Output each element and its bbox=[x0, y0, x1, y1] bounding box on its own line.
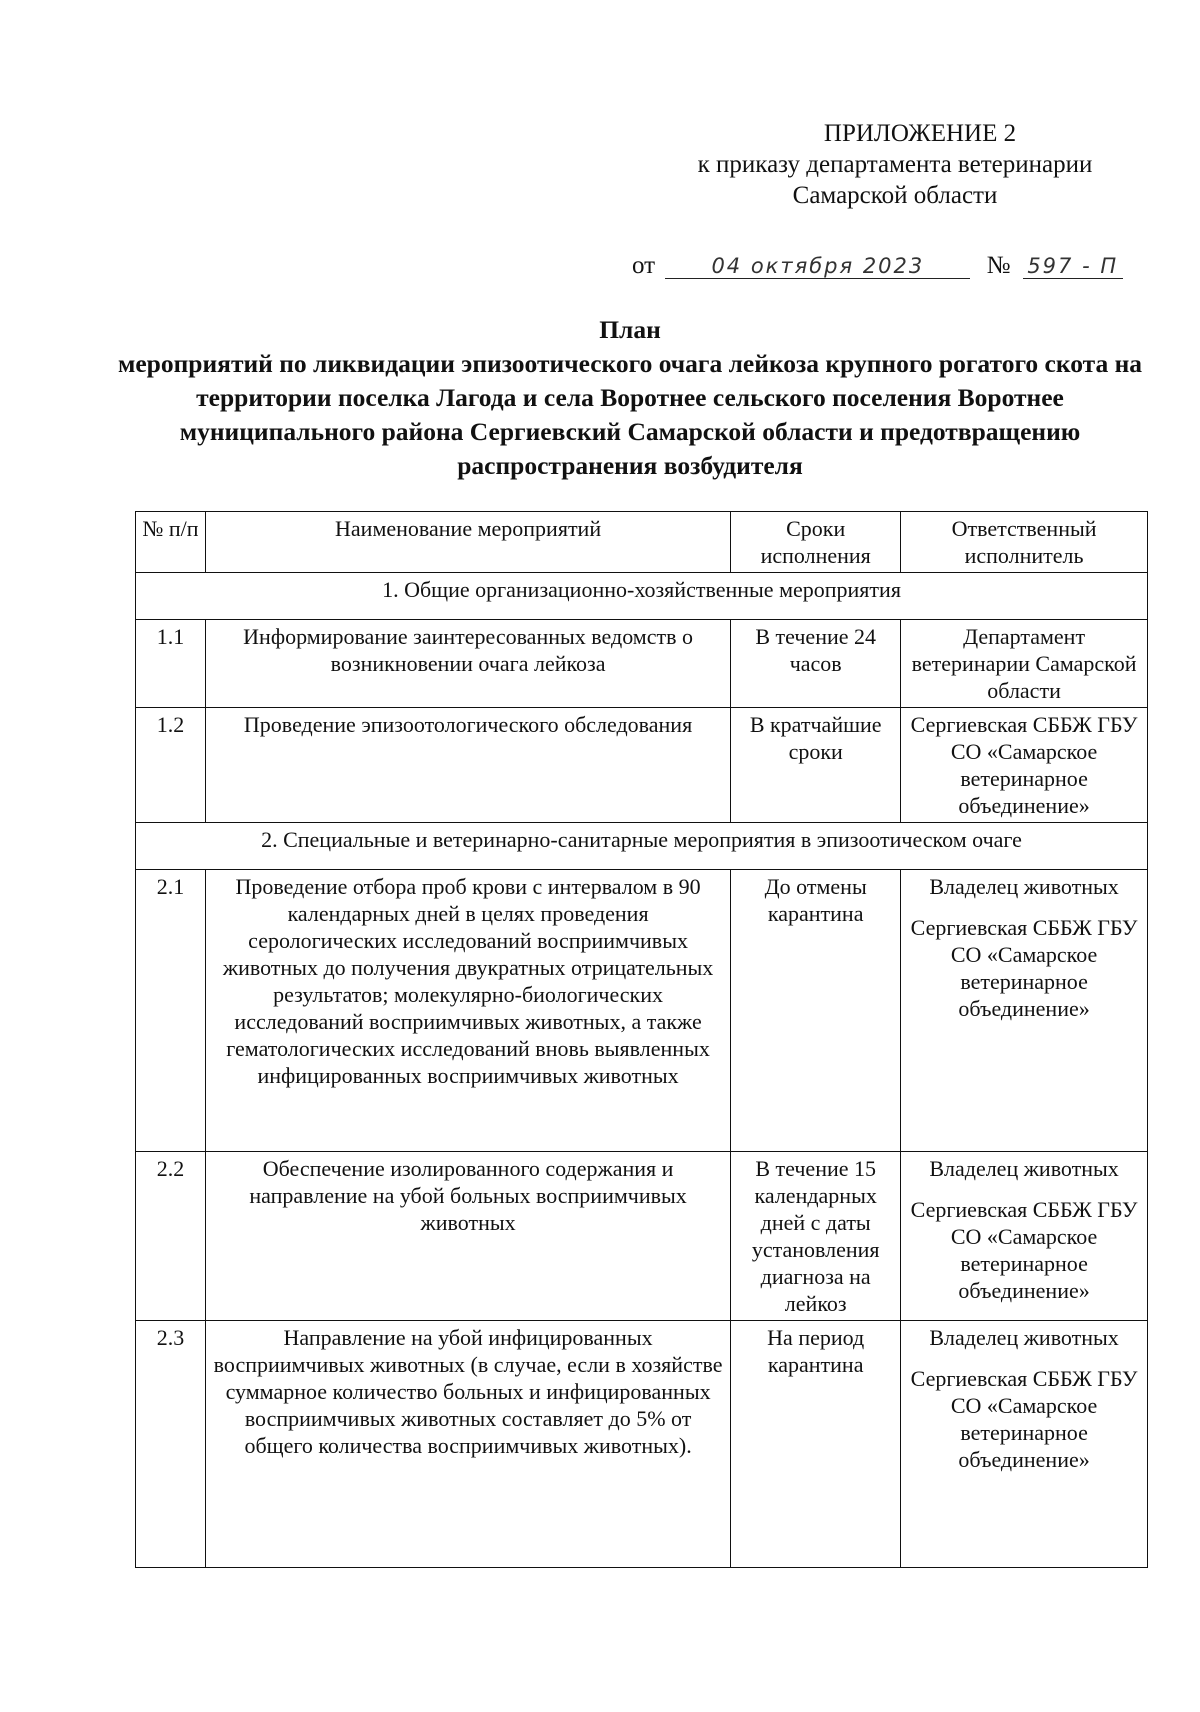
appendix-title: ПРИЛОЖЕНИЕ 2 bbox=[823, 120, 1017, 147]
appendix-region-line: Самарской области bbox=[792, 182, 998, 209]
number-label: № bbox=[986, 252, 1011, 279]
responsible-primary: Владелец животных bbox=[929, 1325, 1119, 1350]
section-row bbox=[136, 573, 1148, 620]
row-responsible bbox=[901, 1152, 1148, 1321]
row-name: Проведение отбора проб крови с интервалом в 90 календарных дней в целях проведения серологических исследований восприимчивых животных до получения двукратных отрицательных результатов; молекулярно-биологических исследований восприимчивых животных, а также гематологических исследований вновь выявленных инфицированных восприимчивых животных bbox=[205, 870, 730, 1152]
header-responsible: Ответственный исполнитель bbox=[901, 512, 1148, 573]
row-term: В течение 24 часов bbox=[731, 620, 901, 708]
row-number: 2.1 bbox=[136, 870, 206, 1152]
table-row bbox=[136, 870, 1148, 1152]
row-term: В течение 15 календарных дней с даты установления диагноза на лейкоз bbox=[731, 1152, 901, 1321]
row-responsible bbox=[901, 870, 1148, 1152]
responsible-primary: Департамент ветеринарии Самарской области bbox=[911, 624, 1137, 703]
table-row bbox=[136, 1321, 1148, 1568]
row-number: 2.3 bbox=[136, 1321, 206, 1568]
row-term: В кратчайшие сроки bbox=[731, 708, 901, 823]
responsible-secondary: Сергиевская СББЖ ГБУ СО «Самарское ветеринарное объединение» bbox=[910, 1197, 1138, 1303]
header-number: № п/п bbox=[136, 512, 206, 573]
table-row bbox=[136, 708, 1148, 823]
section-title: 2. Специальные и ветеринарно-санитарные мероприятия в эпизоотическом очаге bbox=[136, 823, 1148, 870]
section-title: 1. Общие организационно-хозяйственные мероприятия bbox=[136, 573, 1148, 620]
handwritten-date: 04 октября 2023 bbox=[665, 254, 970, 279]
plan-title bbox=[110, 313, 1150, 483]
header-term: Сроки исполнения bbox=[731, 512, 901, 573]
row-name: Направление на убой инфицированных восприимчивых животных (в случае, если в хозяйстве суммарное количество больных и инфицированных восприимчивых животных составляет до 5% от общего количества восприимчивых животных). bbox=[205, 1321, 730, 1568]
row-number: 2.2 bbox=[136, 1152, 206, 1321]
table-row bbox=[136, 1152, 1148, 1321]
date-prefix: от bbox=[632, 252, 656, 279]
appendix-header bbox=[640, 118, 1150, 211]
responsible-primary: Владелец животных bbox=[929, 1156, 1119, 1181]
section-row bbox=[136, 823, 1148, 870]
measures-table bbox=[135, 511, 1148, 1568]
order-date-line bbox=[632, 252, 1123, 280]
handwritten-number: 597 - П bbox=[1023, 254, 1123, 279]
plan-subtitle: мероприятий по ликвидации эпизоотического очага лейкоза крупного рогатого скота на территории поселка Лагода и села Воротнее сельского поселения Воротнее муниципального района Сергиевский Самарской области и предотвращению распространения возбудителя bbox=[117, 349, 1143, 480]
row-term: На период карантина bbox=[731, 1321, 901, 1568]
row-responsible bbox=[901, 1321, 1148, 1568]
row-name: Обеспечение изолированного содержания и направление на убой больных восприимчивых животных bbox=[205, 1152, 730, 1321]
header-name: Наименование мероприятий bbox=[205, 512, 730, 573]
row-number: 1.1 bbox=[136, 620, 206, 708]
row-number: 1.2 bbox=[136, 708, 206, 823]
appendix-order-line: к приказу департамента ветеринарии bbox=[697, 151, 1093, 178]
row-name: Информирование заинтересованных ведомств о возникновении очага лейкоза bbox=[205, 620, 730, 708]
responsible-secondary: Сергиевская СББЖ ГБУ СО «Самарское ветеринарное объединение» bbox=[910, 1366, 1138, 1472]
row-name: Проведение эпизоотологического обследования bbox=[205, 708, 730, 823]
table-header-row bbox=[136, 512, 1148, 573]
responsible-secondary: Сергиевская СББЖ ГБУ СО «Самарское ветеринарное объединение» bbox=[910, 915, 1138, 1021]
table-row bbox=[136, 620, 1148, 708]
row-responsible bbox=[901, 620, 1148, 708]
responsible-primary: Владелец животных bbox=[929, 874, 1119, 899]
plan-heading: План bbox=[599, 315, 661, 344]
row-term: До отмены карантина bbox=[731, 870, 901, 1152]
responsible-primary: Сергиевская СББЖ ГБУ СО «Самарское ветеринарное объединение» bbox=[910, 712, 1138, 818]
row-responsible bbox=[901, 708, 1148, 823]
